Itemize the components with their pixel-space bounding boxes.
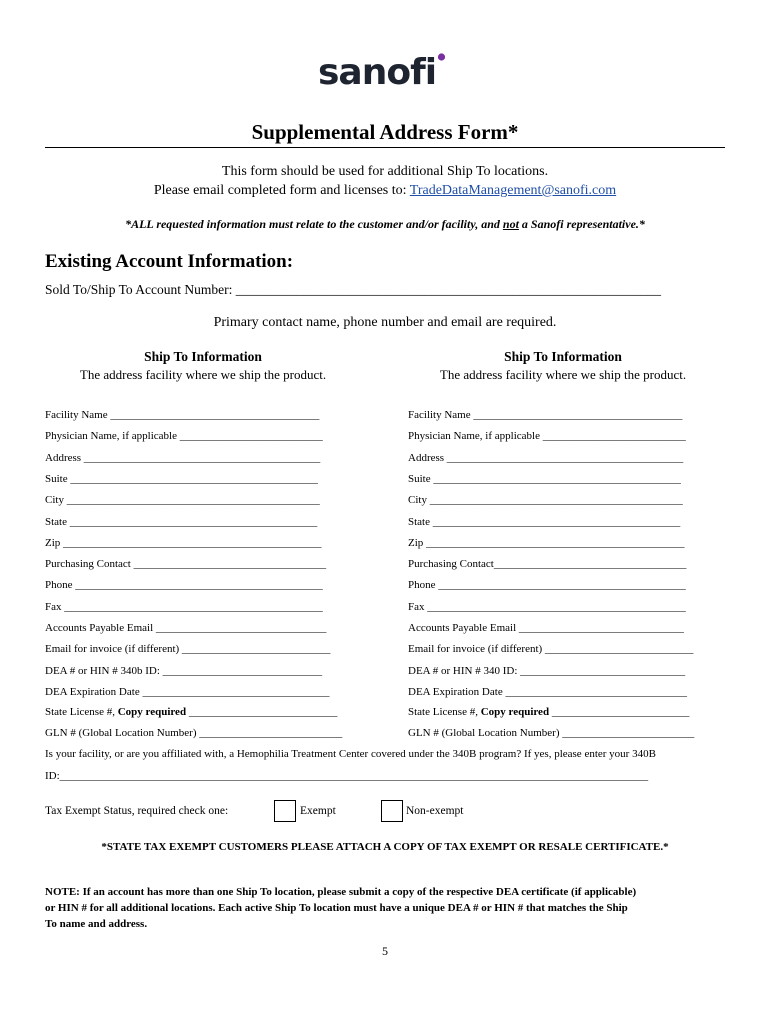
note-line-1: NOTE: If an account has more than one Ship To location, please submit a copy of the respective DEA certificate (if applicable) [45, 886, 637, 898]
warning-suffix: a Sanofi representative.* [518, 217, 645, 231]
page-title: Supplemental Address Form* [251, 120, 519, 144]
left-field-7[interactable]: Purchasing Contact ___________________________________ [45, 558, 327, 571]
email-link[interactable]: TradeDataManagement@sanofi.com [409, 183, 617, 198]
hemophilia-340b-id-field[interactable]: ID:___________________________________________________________________________________________________________ [45, 770, 649, 782]
right-license-suffix: _________________________ [549, 706, 690, 718]
left-field-5[interactable]: State _____________________________________________ [45, 515, 318, 528]
left-field-11[interactable]: Email for invoice (if different) ___________________________ [45, 643, 331, 656]
left-license-bold: Copy required [117, 706, 187, 718]
right-field-10[interactable]: Accounts Payable Email ______________________________ [408, 622, 684, 634]
left-column-subtitle: The address facility where we ship the product. [79, 367, 327, 382]
left-field-10[interactable]: Accounts Payable Email _______________________________ [45, 622, 327, 634]
right-field-4[interactable]: City ______________________________________________ [408, 494, 683, 507]
logo-dot [438, 53, 445, 60]
right-column-title: Ship To Information [504, 349, 622, 364]
right-field-11[interactable]: Email for invoice (if different) ___________________________ [408, 643, 694, 656]
tax-exempt-label: Tax Exempt Status, required check one: [45, 805, 229, 817]
left-field-13[interactable]: DEA Expiration Date __________________________________ [45, 685, 330, 698]
left-column-header [38, 349, 368, 383]
non-exempt-checkbox[interactable] [381, 800, 403, 822]
left-field-0[interactable]: Facility Name ______________________________________ [45, 409, 320, 421]
logo-wordmark: sanofi [318, 52, 437, 93]
left-field-8[interactable]: Phone _____________________________________________ [45, 579, 323, 592]
title-divider [45, 147, 725, 148]
right-column-subtitle: The address facility where we ship the product. [439, 367, 687, 382]
left-field-4[interactable]: City ______________________________________________ [45, 494, 320, 507]
intro-email-prefix: Please email completed form and licenses to: [153, 183, 410, 198]
right-field-1[interactable]: Physician Name, if applicable __________________________ [408, 430, 686, 443]
left-license-prefix: State License #, [45, 706, 118, 718]
right-gln-field[interactable]: GLN # (Global Location Number) ________________________ [408, 727, 695, 739]
page-number: 5 [382, 944, 388, 958]
left-field-9[interactable]: Fax _______________________________________________ [45, 600, 323, 613]
hemophilia-question: Is your facility, or are you affiliated with, a Hemophilia Treatment Center covered under the 340B program? If yes, please enter your 340B [45, 748, 656, 760]
right-license-prefix: State License #, [408, 706, 481, 718]
account-number-field[interactable]: Sold To/Ship To Account Number: _______________________________________________________________ [45, 282, 661, 297]
intro-line-2 [0, 183, 770, 199]
exempt-checkbox[interactable] [274, 800, 296, 822]
right-field-12[interactable]: DEA # or HIN # 340 ID: ______________________________ [408, 664, 686, 677]
primary-contact-note: Primary contact name, phone number and email are required. [213, 315, 557, 330]
right-column-header [398, 349, 728, 383]
left-field-2[interactable]: Address ___________________________________________ [45, 451, 321, 464]
right-field-8[interactable]: Phone _____________________________________________ [408, 579, 686, 592]
sanofi-logo [0, 50, 770, 99]
right-field-3[interactable]: Suite _____________________________________________ [408, 472, 681, 485]
right-field-13[interactable]: DEA Expiration Date _________________________________ [408, 685, 687, 698]
exempt-label: Exempt [300, 805, 336, 817]
right-field-2[interactable]: Address ___________________________________________ [408, 451, 684, 464]
right-state-license-field[interactable] [408, 706, 689, 718]
left-field-12[interactable]: DEA # or HIN # 340b ID: _____________________________ [45, 664, 323, 677]
right-field-0[interactable]: Facility Name ______________________________________ [408, 409, 683, 421]
note-line-3: To name and address. [45, 918, 148, 930]
state-tax-exempt-note: *STATE TAX EXEMPT CUSTOMERS PLEASE ATTACH A COPY OF TAX EXEMPT OR RESALE CERTIFICATE.* [101, 841, 669, 853]
right-field-9[interactable]: Fax _______________________________________________ [408, 600, 686, 613]
left-license-suffix: ___________________________ [186, 706, 338, 718]
right-license-bold: Copy required [480, 706, 550, 718]
right-field-7[interactable]: Purchasing Contact___________________________________ [408, 558, 687, 571]
left-field-6[interactable]: Zip _______________________________________________ [45, 536, 322, 549]
warning-underlined: not [502, 217, 519, 231]
non-exempt-label: Non-exempt [406, 805, 464, 817]
warning-prefix: *ALL requested information must relate to the customer and/or facility, and [125, 217, 503, 231]
intro-line-1: This form should be used for additional Ship To locations. [221, 164, 549, 179]
right-field-5[interactable]: State _____________________________________________ [408, 515, 681, 528]
sanofi-logo-mark [310, 50, 460, 94]
requirement-warning [0, 217, 770, 232]
left-field-3[interactable]: Suite _____________________________________________ [45, 472, 318, 485]
note-line-2: or HIN # for all additional locations. Each active Ship To location must have a unique DEA # or HIN # that matches the Ship [45, 902, 628, 914]
left-state-license-field[interactable] [45, 706, 337, 718]
left-column-title: Ship To Information [144, 349, 262, 364]
existing-account-heading: Existing Account Information: [45, 251, 294, 272]
left-gln-field[interactable]: GLN # (Global Location Number) __________________________ [45, 727, 343, 739]
right-field-6[interactable]: Zip _______________________________________________ [408, 536, 685, 549]
left-field-1[interactable]: Physician Name, if applicable __________________________ [45, 430, 323, 443]
